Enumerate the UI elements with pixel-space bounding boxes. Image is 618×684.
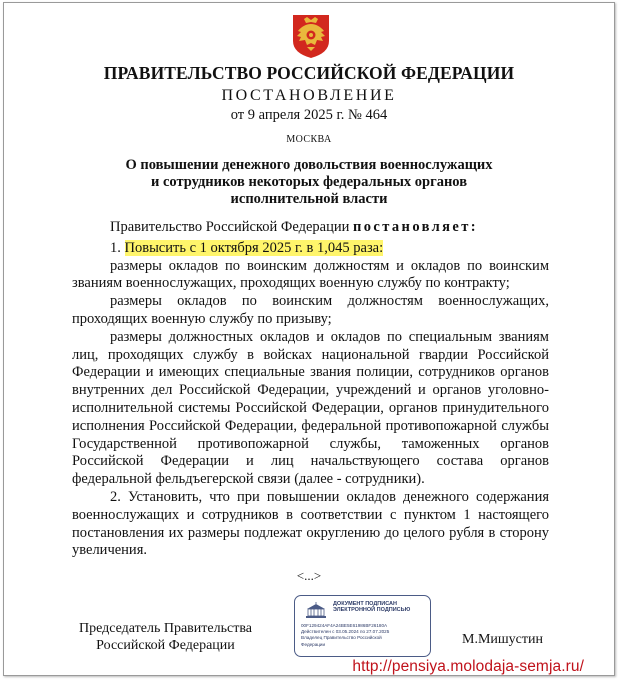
document-city: МОСКВА [286,134,332,145]
item-1-paragraph: размеры окладов по воинским должностям и окладов по воинским званиям военнослужащих, проходящих военную службу по контракту; [72,257,549,292]
stamp-owner: Владелец Правительство Российской [301,635,382,641]
stamp-certificate: 00F129424AF4A24BE5E61986BF26180A [301,623,388,628]
document-body [72,219,549,560]
decree-intro [72,219,549,237]
stamp-details [301,623,389,648]
stamp-owner: Федерации [301,641,326,647]
item-1 [72,240,549,258]
russian-coat-of-arms-icon [291,13,331,59]
document-page [3,2,615,676]
issuer-heading: ПРАВИТЕЛЬСТВО РОССИЙСКОЙ ФЕДЕРАЦИИ [103,63,515,83]
item-1-paragraph: размеры должностных окладов и окладов по специальным званиям лиц, проходящих службу в войсках национальной гвардии Российской Федерации и имеющих специальные звания полиции, сотрудников органов внутренних дел Российской Федерации, учреждений и органов уголовно-исполнительной системы Российской Федерации, органов принудительного исполнения Российской Федерации, федеральной противопожарной службы Государственной противопожарной службы, таможенных органов Российской Федерации и лиц начальствующего состава органов федеральной фельдъегерской связи (далее - сотрудники). [72,328,549,488]
signatory-title-line: Российской Федерации [96,638,235,653]
document-type: ПОСТАНОВЛЕНИЕ [221,87,397,104]
stamp-validity: Действителен с 03.05.2024 по 27.07.2025 [301,629,390,635]
document-title [104,157,514,208]
document-date-number: от 9 апреля 2025 г. № 464 [230,107,388,123]
omission-mark: <...> [296,568,322,583]
source-watermark-url: http://pensiya.molodaja-semja.ru/ [352,658,584,675]
government-building-icon [305,602,327,619]
stamp-heading [333,601,410,614]
item-1-paragraph: размеры окладов по воинским должностям военнослужащих, проходящих военную службу по призыву; [72,293,549,327]
decree-keyword: постановляет: [352,219,479,235]
document-title-line: О повышении денежного довольствия военнослужащих [125,157,493,173]
signatory-name: М.Мишустин [462,632,543,647]
stamp-heading-line: ЭЛЕКТРОННОЙ ПОДПИСЬЮ [333,607,411,614]
signatory-title-line: Председатель Правительства [79,621,252,636]
item-2: 2. Установить, что при повышении окладов денежного содержания военнослужащих и сотрудников в соответствии с пунктом 1 настоящего постановления их размеры подлежат округлению до целого рубля в сторону увеличения. [72,488,549,559]
item-1-number: 1. [110,239,125,256]
signatory-title [79,620,252,654]
electronic-signature-stamp [294,595,431,657]
decree-intro-text: Правительство Российской Федерации [110,219,353,235]
document-title-line: и сотрудников некоторых федеральных органов [150,174,468,190]
item-1-highlighted-text: Повысить с 1 октября 2025 г. в 1,045 раза: [124,239,384,256]
stamp-heading-line: ДОКУМЕНТ ПОДПИСАН [333,601,397,607]
document-title-line: исполнительной власти [230,191,388,207]
